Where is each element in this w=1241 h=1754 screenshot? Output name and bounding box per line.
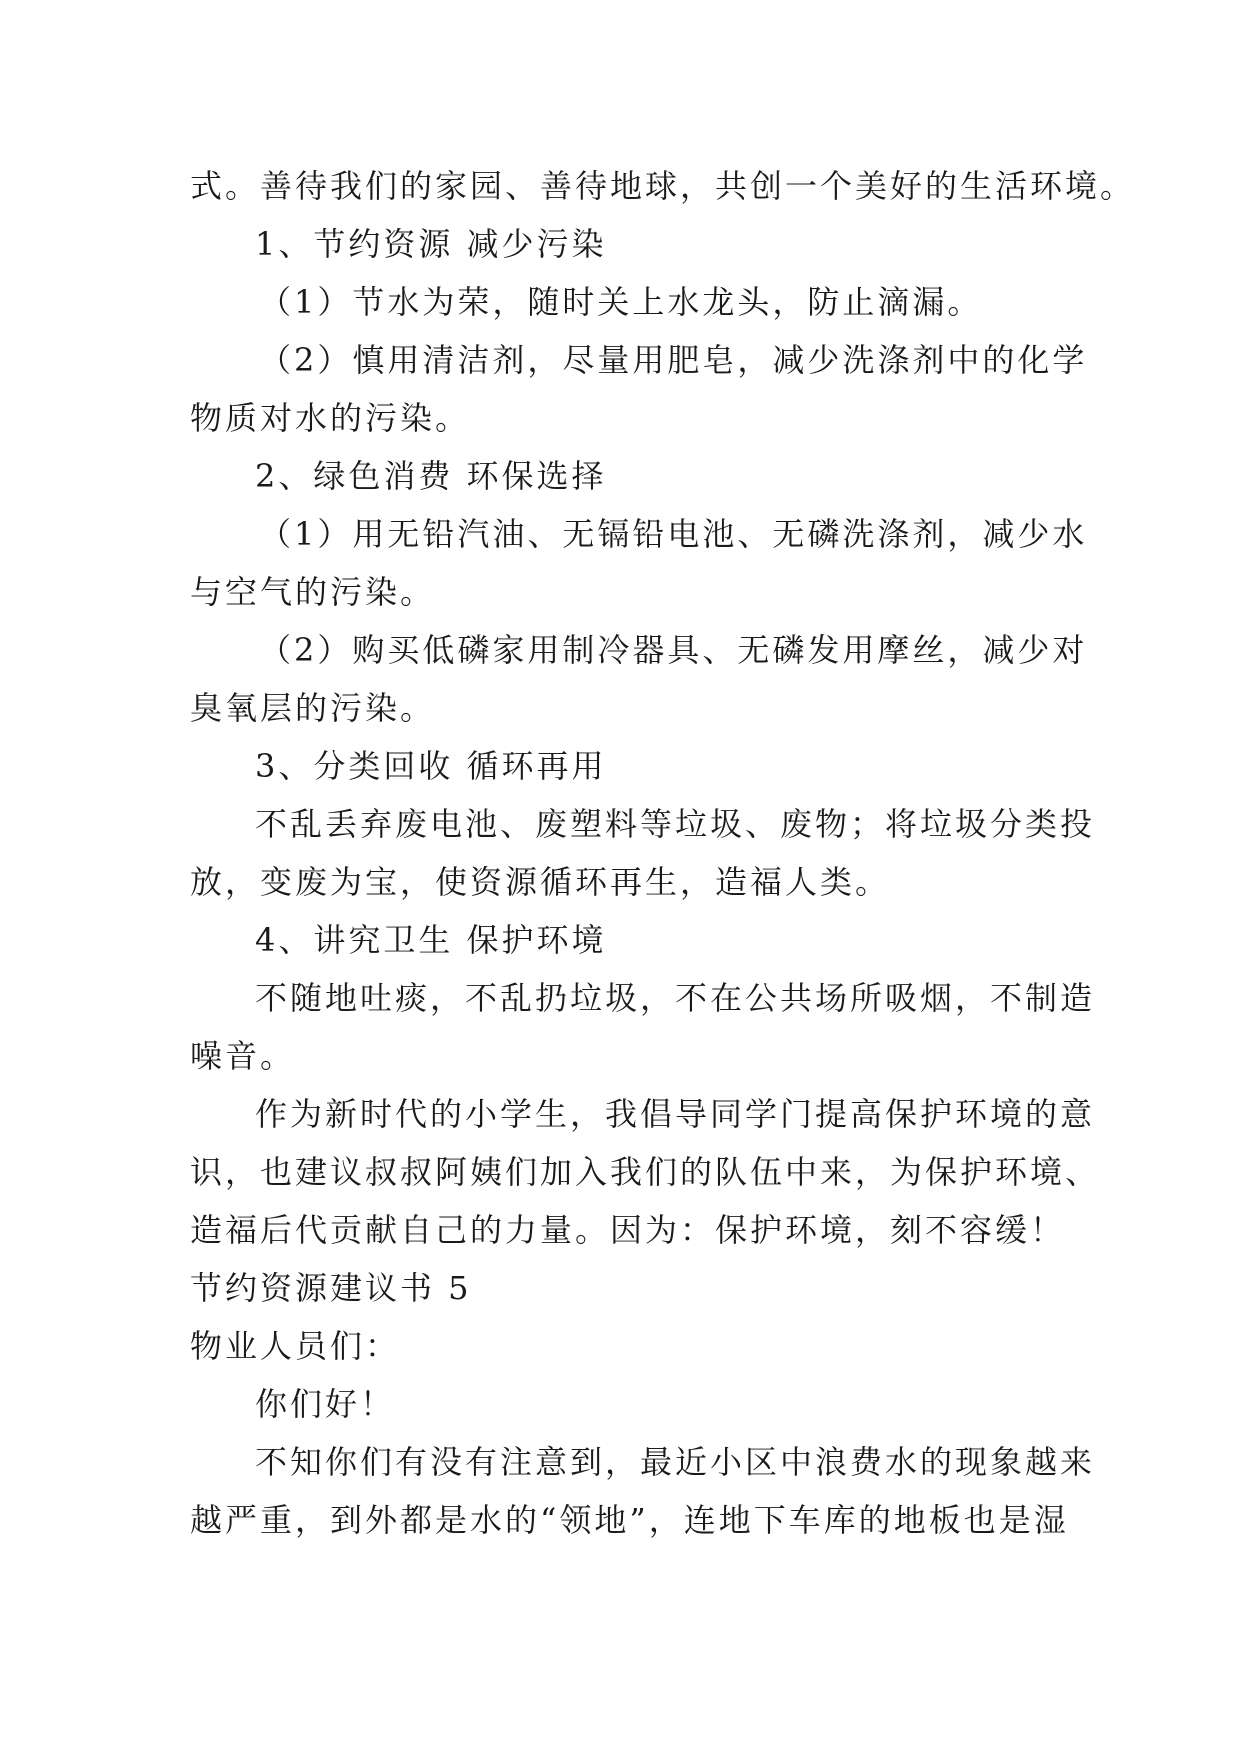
- section-heading: 4、讲究卫生 保护环境: [255, 921, 607, 959]
- text-line: 臭氧层的污染。: [190, 689, 436, 727]
- text-line: 物质对水的污染。: [190, 399, 471, 437]
- text-line: 识，也建议叔叔阿姨们加入我们的队伍中来，为保护环境、: [190, 1153, 1101, 1191]
- text-line: （2）购买低磷家用制冷器具、无磷发用摩丝，减少对: [259, 631, 1088, 669]
- text-line: 噪音。: [190, 1037, 296, 1075]
- letter-title: 节约资源建议书 5: [190, 1269, 472, 1307]
- section-heading: 3、分类回收 循环再用: [255, 747, 607, 785]
- text-line: 与空气的污染。: [190, 573, 436, 611]
- text-line: 越严重，到外都是水的“领地”，连地下车库的地板也是湿: [190, 1501, 1069, 1539]
- text-line: 不乱丢弃废电池、废塑料等垃圾、废物；将垃圾分类投: [255, 805, 1096, 843]
- text-line: 造福后代贡献自己的力量。因为：保护环境，刻不容缓！: [190, 1211, 1066, 1249]
- greeting: 你们好！: [255, 1385, 396, 1423]
- text-line: 不随地吐痰，不乱扔垃圾，不在公共场所吸烟，不制造: [255, 979, 1096, 1017]
- text-line: 作为新时代的小学生，我倡导同学门提高保护环境的意: [255, 1095, 1096, 1133]
- section-heading: 1、节约资源 减少污染: [255, 225, 607, 263]
- text-line: （2）慎用清洁剂，尽量用肥皂，减少洗涤剂中的化学: [259, 341, 1088, 379]
- text-line: 放，变废为宝，使资源循环再生，造福人类。: [190, 863, 891, 901]
- text-line: （1）用无铅汽油、无镉铅电池、无磷洗涤剂，减少水: [259, 515, 1088, 553]
- text-line: （1）节水为荣，随时关上水龙头，防止滴漏。: [259, 283, 983, 321]
- section-heading: 2、绿色消费 环保选择: [255, 457, 607, 495]
- salutation: 物业人员们：: [190, 1327, 401, 1365]
- text-line: 式。善待我们的家园、善待地球，共创一个美好的生活环境。: [190, 167, 1136, 205]
- text-line: 不知你们有没有注意到，最近小区中浪费水的现象越来: [255, 1443, 1096, 1481]
